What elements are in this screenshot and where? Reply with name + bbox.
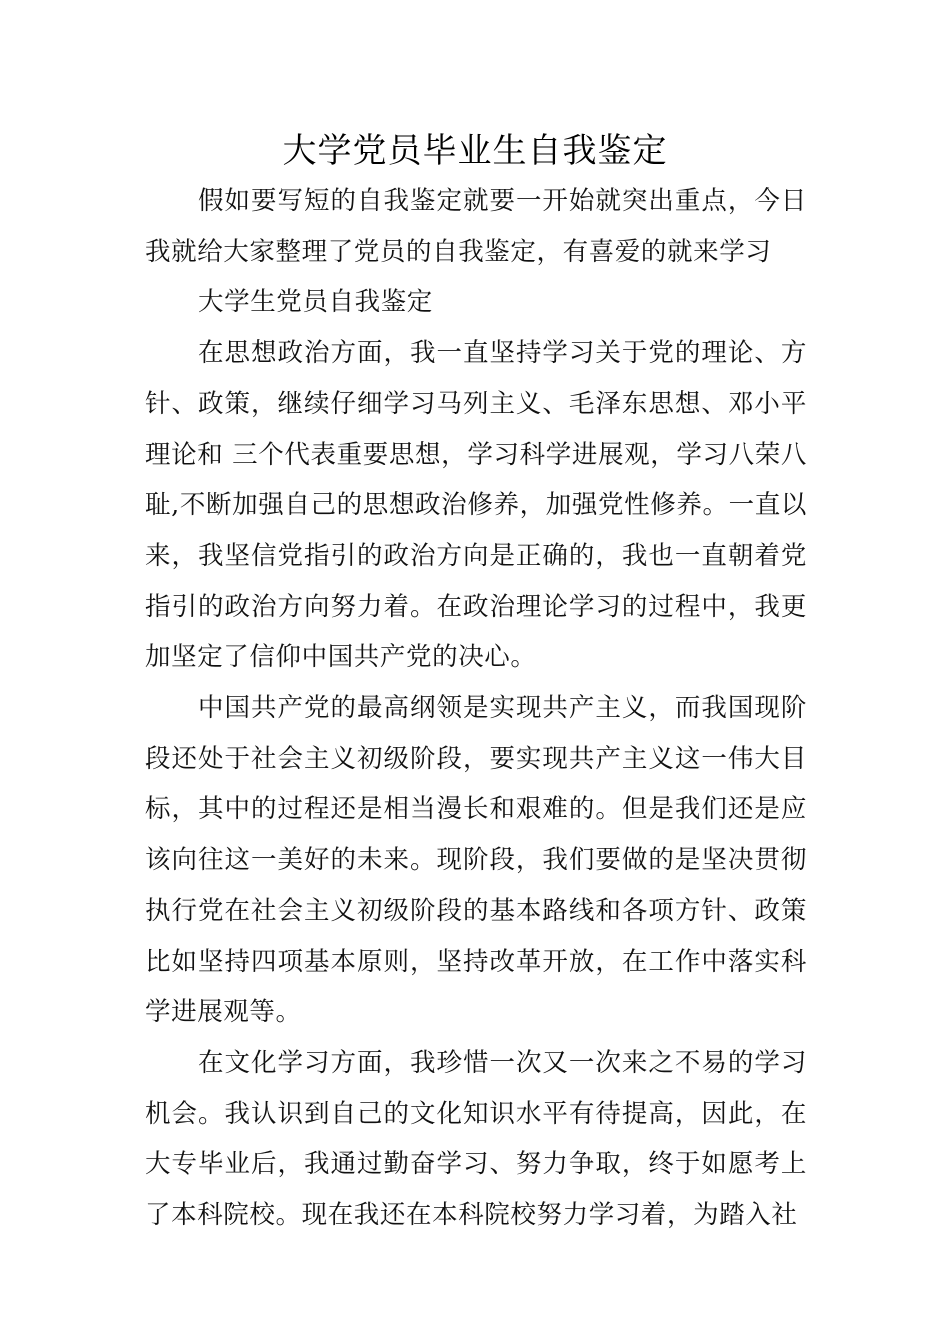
section-heading: 大学生党员自我鉴定 xyxy=(198,287,433,318)
paragraph-cultural-study: 在文化学习方面，我珍惜一次又一次来之不易的学习机会。我认识到自己的文化知识水平有待提高，因此，在大专毕业后，我通过勤奋学习、努力争取，终于如愿考上了本科院校。现在我还在本科院校努力学习着，为踏入社 xyxy=(145,1047,807,1231)
document-body xyxy=(145,176,807,1241)
paragraph-party-program: 中国共产党的最高纲领是实现共产主义，而我国现阶段还处于社会主义初级阶段，要实现共产主义这一伟大目标，其中的过程还是相当漫长和艰难的。但是我们还是应该向往这一美好的未来。现阶段，我们要做的是坚决贯彻执行党在社会主义初级阶段的基本路线和各项方针、政策比如坚持四项基本原则，坚持改革开放，在工作中落实科学进展观等。 xyxy=(145,693,807,1028)
document-title: 大学党员毕业生自我鉴定 xyxy=(282,131,668,171)
paragraph-political-thought: 在思想政治方面，我一直坚持学习关于党的理论、方针、政策，继续仔细学习马列主义、毛泽东思想、邓小平理论和 三个代表重要思想，学习科学进展观，学习八荣八耻,不断加强自己的思想政治修养，加强党性修养。一直以来，我坚信党指引的政治方向是正确的，我也一直朝着党指引的政治方向努力着。在政治理论学习的过程中，我更加坚定了信仰中国共产党的决心。 xyxy=(145,338,807,673)
intro-paragraph: 假如要写短的自我鉴定就要一开始就突出重点，今日我就给大家整理了党员的自我鉴定，有喜爱的就来学习 xyxy=(145,186,807,267)
